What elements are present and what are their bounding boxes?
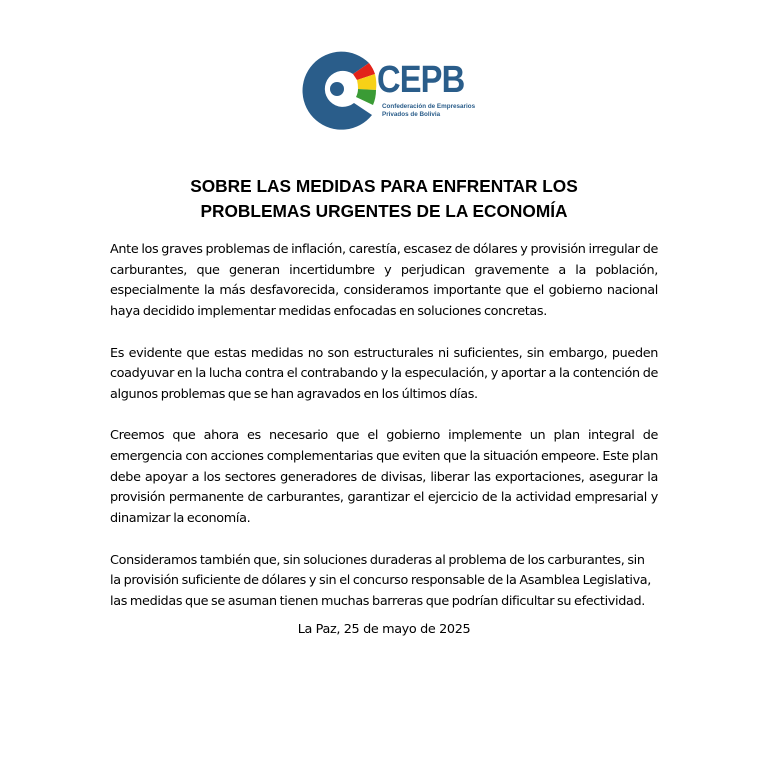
title-line-1: SOBRE LAS MEDIDAS PARA ENFRENTAR LOS (190, 176, 578, 196)
document-title (110, 174, 658, 224)
logo-tagline-line2: Privados de Bolivia (382, 110, 441, 118)
logo-tagline-line1: Confederación de Empresarios (382, 103, 476, 110)
logo-center-dot (330, 82, 344, 96)
paragraph-1: Ante los graves problemas de inflación, carestía, escasez de dólares y provisión irregular de carburantes, que generan incertidumbre y perjudican gravemente a la población, especialmente la más desfavorecida, consideramos importante que el gobierno nacional haya decidido implementar medidas enfocadas en soluciones concretas. (110, 242, 658, 320)
title-line-2: PROBLEMAS URGENTES DE LA ECONOMÍA (200, 201, 568, 221)
paragraph-4: Consideramos también que, sin soluciones duraderas al problema de los carburantes, sin la provisión suficiente de dólares y sin el concurso responsable de la Asamblea Legislativa, las medidas que se asuman tienen muchas barreras que podrían dificultar su efectividad. (110, 552, 652, 609)
paragraph-2: Es evidente que estas medidas no son estructurales ni suficientes, sin embargo, pueden coadyuvar en la lucha contra el contrabando y la especulación, y aportar a la contención de algunos problemas que se han agravados en los últimos días. (110, 345, 658, 402)
logo-tagline (382, 103, 475, 118)
logo-green-band (356, 89, 376, 105)
cepb-logo (298, 50, 478, 134)
logo-wordmark: CEPB (377, 59, 465, 101)
place-and-date: La Paz, 25 de mayo de 2025 (297, 622, 471, 637)
document-body (110, 240, 658, 633)
cepb-emblem-icon (298, 50, 378, 134)
paragraph-3: Creemos que ahora es necesario que el gobierno implemente un plan integral de emergencia con acciones complementarias que eviten que la situación empeore. Este plan debe apoyar a los sectores generadores de divisas, liberar las exportaciones, asegurar la provisión permanente de carburantes, garantizar el ejercicio de la actividad empresarial y dinamizar la economía. (110, 428, 658, 527)
